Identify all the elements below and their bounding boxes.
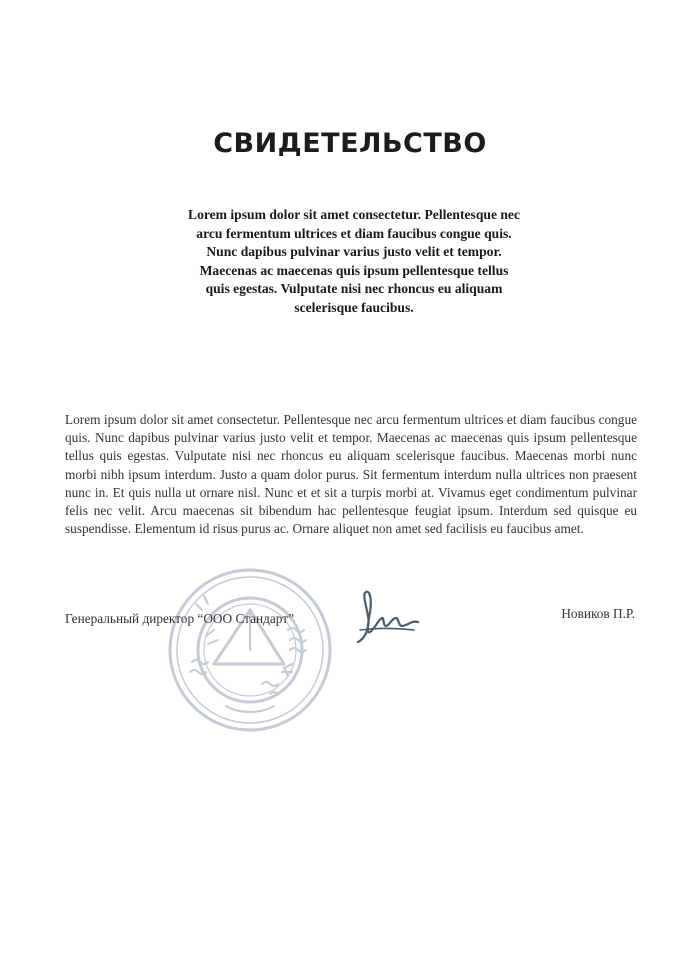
- page-title: СВИДЕТЕЛЬСТВО: [213, 128, 487, 159]
- signature-icon: [352, 586, 424, 650]
- director-name: Новиков П.Р.: [561, 606, 635, 621]
- body-paragraph: Lorem ipsum dolor sit amet consectetur. Pellentesque nec arcu fermentum ultrices et diam faucibus congue quis. Nunc dapibus pulvinar varius justo velit et tempor. Maecenas ac maecenas quis ipsum pellentesque tellus quis egestas. Vulputate nisi nec rhoncus eu aliquam scelerisque faucibus. Maecenas morbi nunc morbi nibh ipsum interdum. Justo a quam dolor purus. Sit fermentum interdum nulla ultrices non praesent nunc in. Et quis nulla ut ornare nisl. Nunc et et sit a turpis morbi at. Vivamus eget condimentum pulvinar felis nec velit. Arcu maecenas sit bibendum hac pellentesque feugiat ipsum. Interdum sed quisque eu suspendisse. Elementum id risus purus ac. Ornare aliquet non amet sed facilisis eu faucibus amet.: [65, 412, 637, 537]
- director-title: Генеральный директор “ООО Стандарт”: [65, 611, 294, 626]
- stamp-seal-icon: [166, 566, 334, 734]
- intro-paragraph: Lorem ipsum dolor sit amet consectetur. Pellentesque nec arcu fermentum ultrices et diam faucibus congue quis. Nunc dapibus pulvinar varius justo velit et tempor. Maecenas ac maecenas quis ipsum pellentesque tellus quis egestas. Vulputate nisi nec rhoncus eu aliquam scelerisque faucibus.: [188, 207, 520, 315]
